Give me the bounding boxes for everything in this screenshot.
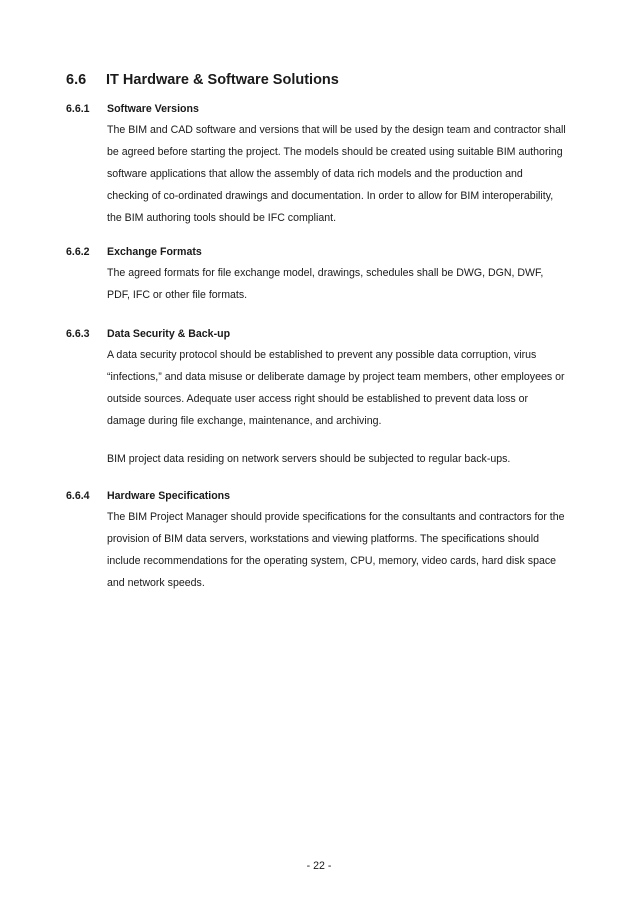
paragraph (107, 344, 586, 432)
subsection-hardware-specifications (66, 488, 586, 594)
paragraph-line: damage during file exchange, maintenance, and archiving. (107, 415, 382, 427)
paragraph-line: the BIM authoring tools should be IFC compliant. (107, 212, 337, 224)
paragraph-line: include recommendations for the operating system, CPU, memory, video cards, hard disk space (107, 555, 557, 567)
paragraph-line: PDF, IFC or other file formats. (107, 289, 248, 301)
subsection-data-security (66, 326, 586, 470)
subsection-title: Exchange Formats (107, 246, 202, 258)
paragraph-line: The BIM and CAD software and versions that will be used by the design team and contractor shall (107, 124, 566, 136)
paragraph-line: and network speeds. (107, 577, 205, 589)
subsection-heading (66, 101, 586, 117)
subsection-number: 6.6.4 (66, 490, 90, 502)
paragraph-line: “infections,” and data misuse or deliberate damage by project team members, other employees or (107, 371, 565, 383)
paragraph (107, 448, 586, 470)
paragraph-line: A data security protocol should be established to prevent any possible data corruption, virus (107, 349, 537, 361)
paragraph (107, 506, 586, 594)
subsection-title: Hardware Specifications (107, 490, 231, 502)
subsection-title: Software Versions (107, 103, 199, 115)
paragraph-line: outside sources. Adequate user access right should be established to prevent data loss or (107, 393, 529, 405)
section-number: 6.6 (66, 72, 87, 88)
subsection-number: 6.6.3 (66, 328, 90, 340)
subsection-heading (66, 488, 586, 504)
paragraph-line: provision of BIM data servers, workstations and viewing platforms. The specifications should (107, 533, 539, 545)
subsection-number: 6.6.1 (66, 103, 90, 115)
paragraph (107, 119, 586, 229)
subsection-exchange-formats (66, 244, 586, 306)
paragraph-line: checking of co-ordinated drawings and documentation. In order to allow for BIM interoperability, (107, 190, 554, 202)
paragraph (107, 262, 586, 306)
paragraph-line: software applications that allow the assembly of data rich models and the production and (107, 168, 523, 180)
paragraph-line: be agreed before starting the project. The models should be created using suitable BIM authoring (107, 146, 563, 158)
section-title: IT Hardware & Software Solutions (106, 72, 339, 88)
subsection-title: Data Security & Back-up (107, 328, 231, 340)
subsection-heading (66, 326, 586, 342)
page-number: - 22 - (306, 860, 332, 872)
paragraph-line: The agreed formats for file exchange model, drawings, schedules shall be DWG, DGN, DWF, (107, 267, 544, 279)
section-heading (66, 70, 339, 90)
paragraph-line: BIM project data residing on network servers should be subjected to regular back-ups. (107, 453, 511, 465)
paragraph-line: The BIM Project Manager should provide specifications for the consultants and contractors for the (107, 511, 565, 523)
subsection-heading (66, 244, 586, 260)
subsection-software-versions (66, 101, 586, 229)
subsection-number: 6.6.2 (66, 246, 90, 258)
